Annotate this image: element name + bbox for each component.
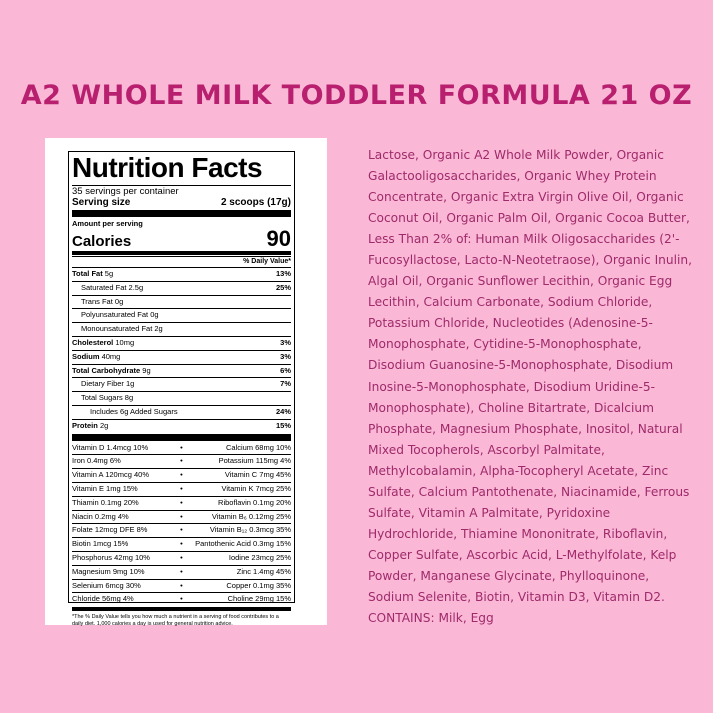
nutrition-panel [45, 138, 327, 625]
nutrient-row-total-carbohydrate: Total Carbohydrate 9g 6% [72, 364, 291, 378]
calories [72, 228, 291, 250]
vitamin-row: Iron 0.4mg 6% • Potassium 115mg 4% [72, 454, 291, 468]
thick-divider [72, 434, 291, 441]
vitamin-row: Niacin 0.2mg 4% • Vitamin B₆ 0.12mg 25% [72, 510, 291, 524]
nutrient-row-polyunsaturated-fat: Polyunsaturated Fat 0g [72, 308, 291, 322]
amount-per-serving: Amount per serving [72, 219, 143, 228]
vitamin-row: Vitamin E 1mg 15% • Vitamin K 7mcg 25% [72, 482, 291, 496]
serving-size [72, 197, 291, 209]
vitamin-row: Selenium 6mcg 30% • Copper 0.1mg 35% [72, 579, 291, 593]
daily-value-footnote: *The % Daily Value tells you how much a nutrient in a serving of food contributes to a daily diet. 1,000 calories a day is used for general nutrition advice. [72, 614, 279, 627]
medium-divider [72, 251, 291, 255]
servings-per-container: 35 servings per container [72, 186, 179, 197]
vitamin-row: Magnesium 9mg 10% • Zinc 1.4mg 45% [72, 565, 291, 579]
serving-size-label: Serving size [72, 197, 131, 208]
nutrient-row-added-sugars: Includes 6g Added Sugars 24% [72, 405, 291, 419]
calories-label: Calories [72, 233, 132, 250]
product-title: A2 WHOLE MILK TODDLER FORMULA 21 OZ [20, 80, 693, 111]
serving-size-value: 2 scoops (17g) [220, 197, 291, 208]
nutrient-row-trans-fat: Trans Fat 0g [72, 295, 291, 309]
vitamin-row: Vitamin A 120mcg 40% • Vitamin C 7mg 45% [72, 468, 291, 482]
medium-divider [72, 607, 291, 611]
vitamin-row: Biotin 1mcg 15% • Pantothenic Acid 0.3mg 15% [72, 537, 291, 551]
vitamin-row: Chloride 56mg 4% • Choline 29mg 15% [72, 592, 291, 606]
ingredients-list: Lactose, Organic A2 Whole Milk Powder, Organic Galactooligosaccharides, Organic Whey Protein Concentrate, Organic Extra Virgin Olive Oil, Organic Coconut Oil, Organic Palm Oil, Organic Cocoa Butter, Less Than 2% of: Human Milk Oligosaccharides (2'-Fucosyllactose, Lacto-N-Neotetraose), Organic Inulin, Algal Oil, Organic Sunflower Lecithin, Organic Egg Lecithin, Calcium Carbonate, Sodium Chloride, Potassium Chloride, Nucleotides (Adenosine-5-Monophosphate, Cytidine-5-Monophosphate, Disodium Guanosine-5-Monophosphate, Disodium Inosine-5-Monophosphate, Disodium Uridine-5-Monophosphate), Choline Bitartrate, Dicalcium Phosphate, Magnesium Phosphate, Inositol, Natural Mixed Tocopherols, Ascorbyl Palmitate, Methylcobalamin, Alpha-Tocopheryl Acetate, Zinc Sulfate, Calcium Pantothenate, Niacinamide, Ferrous Sulfate, Vitamin A Palmitate, Pyridoxine Hydrochloride, Thiamine Mononitrate, Riboflavin, Copper Sulfate, Ascorbic Acid, L-Methylfolate, Kelp Powder, Manganese Glycinate, Phylloquinone, Sodium Selenite, Biotin, Vitamin D3, Vitamin D2. CONTAINS: Milk, Egg [368, 148, 692, 626]
nutrition-facts-label [68, 151, 295, 627]
vitamin-row: Folate 12mcg DFE 8% • Vitamin B₁₂ 0.3mcg 35% [72, 523, 291, 537]
nutrient-row-total-sugars: Total Sugars 8g [72, 391, 291, 405]
nutrition-facts-heading: Nutrition Facts [72, 152, 263, 183]
thick-divider [72, 210, 291, 217]
vitamin-row: Phosphorus 42mg 10% • Iodine 23mcg 25% [72, 551, 291, 565]
nutrient-row-dietary-fiber: Dietary Fiber 1g 7% [72, 377, 291, 391]
nutrient-row-monounsaturated-fat: Monounsaturated Fat 2g [72, 322, 291, 336]
vitamin-row: Vitamin D 1.4mcg 10% • Calcium 68mg 10% [72, 442, 291, 452]
daily-value-header: % Daily Value* [72, 256, 291, 267]
calories-value: 90 [266, 226, 291, 251]
nutrient-row-saturated-fat: Saturated Fat 2.5g 25% [72, 281, 291, 295]
nutrient-row-protein: Protein 2g 15% [72, 419, 291, 433]
vitamin-row: Thiamin 0.1mg 20% • Riboflavin 0.1mg 20% [72, 496, 291, 510]
nutrient-row-cholesterol: Cholesterol 10mg 3% [72, 336, 291, 350]
nutrient-row-total-fat: Total Fat 5g 13% [72, 267, 291, 281]
nutrient-row-sodium: Sodium 40mg 3% [72, 350, 291, 364]
